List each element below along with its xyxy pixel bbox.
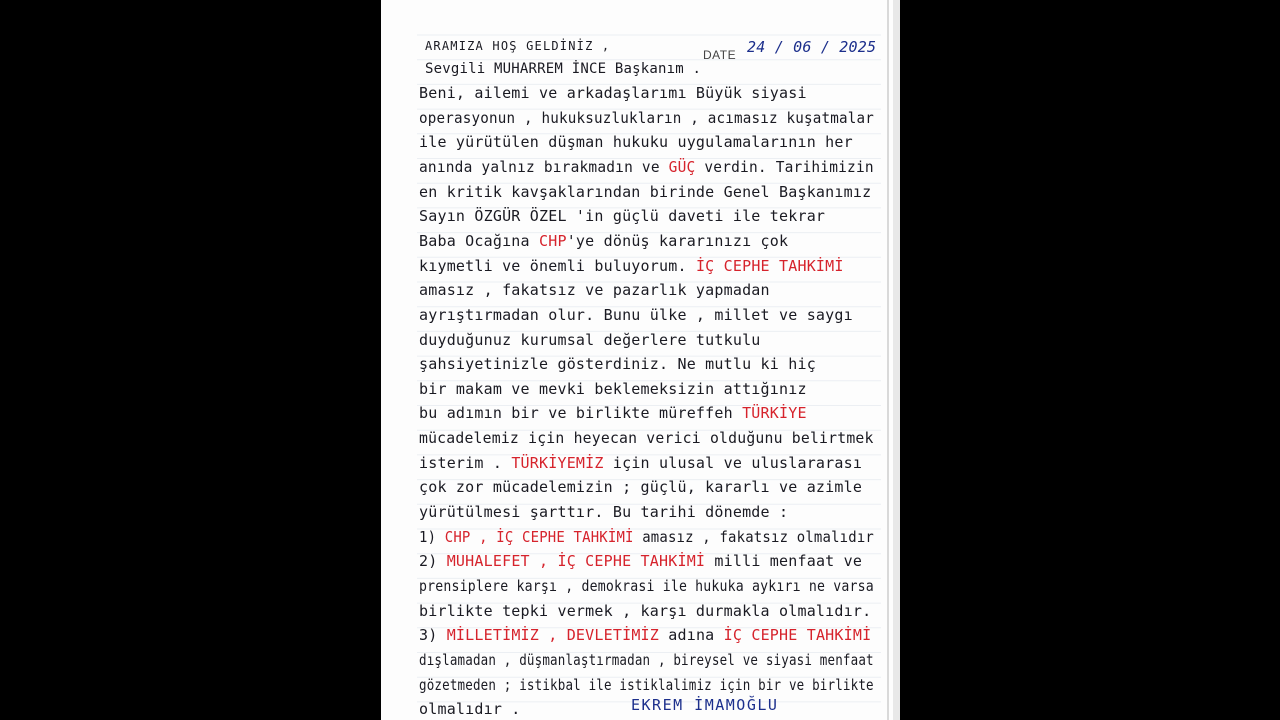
line-text: Beni, ailemi ve arkadaşlarımı Büyük siyasi bbox=[419, 84, 807, 102]
letter-line bbox=[419, 133, 853, 151]
letter-line bbox=[419, 281, 770, 299]
line-text: bu adımın bir ve birlikte müreffeh bbox=[419, 404, 743, 423]
date-field bbox=[703, 44, 736, 63]
line-text: adına bbox=[659, 626, 724, 645]
line-text: anında yalnız bırakmadın ve bbox=[419, 157, 669, 176]
line-text: yürütülmesi şarttır. Bu tarihi dönemde : bbox=[419, 503, 789, 522]
letter-line bbox=[419, 503, 788, 521]
line-text: operasyonun , hukuksuzlukların , acımasız kuşatmalar bbox=[419, 108, 875, 127]
letter-line bbox=[419, 552, 862, 570]
line-text: kıymetli ve önemli buluyorum. bbox=[419, 256, 696, 275]
letter-line bbox=[419, 577, 874, 595]
highlight-text: CHP , İÇ CEPHE TAHKİMİ bbox=[444, 527, 634, 546]
page-edge bbox=[893, 0, 900, 720]
letter-line bbox=[419, 380, 807, 398]
letter-line bbox=[419, 478, 862, 496]
highlight-text: TÜRKİYEMİZ bbox=[511, 453, 604, 472]
highlight-text: TÜRKİYE bbox=[742, 404, 807, 423]
letter-line bbox=[419, 306, 853, 324]
line-text: şahsiyetinizle gösterdiniz. Ne mutlu ki hiç bbox=[419, 355, 816, 374]
letter-line bbox=[419, 676, 874, 694]
letter-page bbox=[381, 0, 893, 720]
line-text: amasız , fakatsız ve pazarlık yapmadan bbox=[419, 281, 770, 300]
highlight-text: GÜÇ bbox=[668, 157, 696, 176]
page-edge-shadow bbox=[887, 0, 889, 720]
signature: EKREM İMAMOĞLU bbox=[631, 696, 779, 714]
letter-line bbox=[419, 528, 874, 546]
letter-line bbox=[419, 454, 862, 472]
highlight-text: MİLLETİMİZ , DEVLETİMİZ bbox=[446, 626, 660, 645]
line-text: Sayın ÖZGÜR ÖZEL 'in güçlü daveti ile tekrar bbox=[419, 207, 826, 226]
letter-line bbox=[419, 355, 816, 373]
line-text: isterim . bbox=[419, 453, 512, 472]
line-text: ile yürütülen düşman hukuku uygulamalarının her bbox=[419, 133, 853, 152]
line-text: mücadelemiz için heyecan verici olduğunu belirtmek bbox=[419, 429, 874, 448]
letter-line bbox=[419, 602, 871, 620]
letter-line bbox=[419, 183, 871, 201]
greeting: ARAMIZA HOŞ GELDİNİZ , bbox=[425, 39, 611, 53]
highlight-text: MUHALEFET , İÇ CEPHE TAHKİMİ bbox=[446, 552, 706, 571]
date-label: DATE bbox=[703, 48, 737, 62]
line-text: olmalıdır . bbox=[419, 700, 521, 719]
line-text: dışlamadan , düşmanlaştırmadan , bireysel ve siyasi menfaat bbox=[419, 650, 874, 669]
line-text: prensiplere karşı , demokrasi ile hukuka aykırı ne varsa bbox=[419, 577, 874, 595]
letter-line bbox=[419, 651, 874, 669]
line-text: çok zor mücadelemizin ; güçlü, kararlı ve azimle bbox=[419, 478, 863, 497]
line-text: en kritik kavşaklarından birinde Genel Başkanımız bbox=[419, 182, 872, 201]
date-value: 24 / 06 / 2025 bbox=[747, 38, 877, 56]
letter-line bbox=[419, 429, 874, 447]
line-text: ayrıştırmadan olur. Bunu ülke , millet ve saygı bbox=[419, 305, 853, 324]
highlight-text: İÇ CEPHE TAHKİMİ bbox=[695, 256, 844, 275]
letter-line bbox=[419, 700, 521, 718]
letter-line bbox=[419, 158, 874, 176]
letter-line bbox=[419, 626, 871, 644]
salutation: Sevgili MUHARREM İNCE Başkanım . bbox=[425, 61, 702, 77]
letter-line bbox=[419, 84, 807, 102]
highlight-text: CHP bbox=[539, 231, 567, 250]
line-text: 3) bbox=[419, 626, 447, 645]
line-text: birlikte tepki vermek , karşı durmakla olmalıdır. bbox=[419, 601, 872, 620]
line-text: milli menfaat ve bbox=[705, 552, 863, 571]
letter-line bbox=[419, 257, 844, 275]
highlight-text: İÇ CEPHE TAHKİMİ bbox=[723, 626, 872, 645]
line-text: 2) bbox=[419, 552, 447, 571]
line-text: verdin. Tarihimizin bbox=[695, 157, 874, 176]
line-text: Baba Ocağına bbox=[419, 231, 539, 250]
line-text: gözetmeden ; istikbal ile istiklalimiz için bir ve birlikte bbox=[419, 675, 874, 694]
letter-line bbox=[419, 207, 825, 225]
line-text: duyduğunuz kurumsal değerlere tutkulu bbox=[419, 330, 761, 349]
line-text: bir makam ve mevki beklemeksizin attığınız bbox=[419, 379, 807, 398]
letter-line bbox=[419, 331, 761, 349]
line-text: için ulusal ve uluslararası bbox=[603, 453, 863, 472]
letter-line bbox=[419, 404, 807, 422]
letter-line bbox=[419, 232, 788, 250]
line-text: 1) bbox=[419, 527, 445, 546]
line-text: amasız , fakatsız olmalıdır bbox=[633, 527, 875, 546]
letter-line bbox=[419, 109, 874, 127]
line-text: 'ye dönüş kararınızı çok bbox=[566, 231, 789, 250]
